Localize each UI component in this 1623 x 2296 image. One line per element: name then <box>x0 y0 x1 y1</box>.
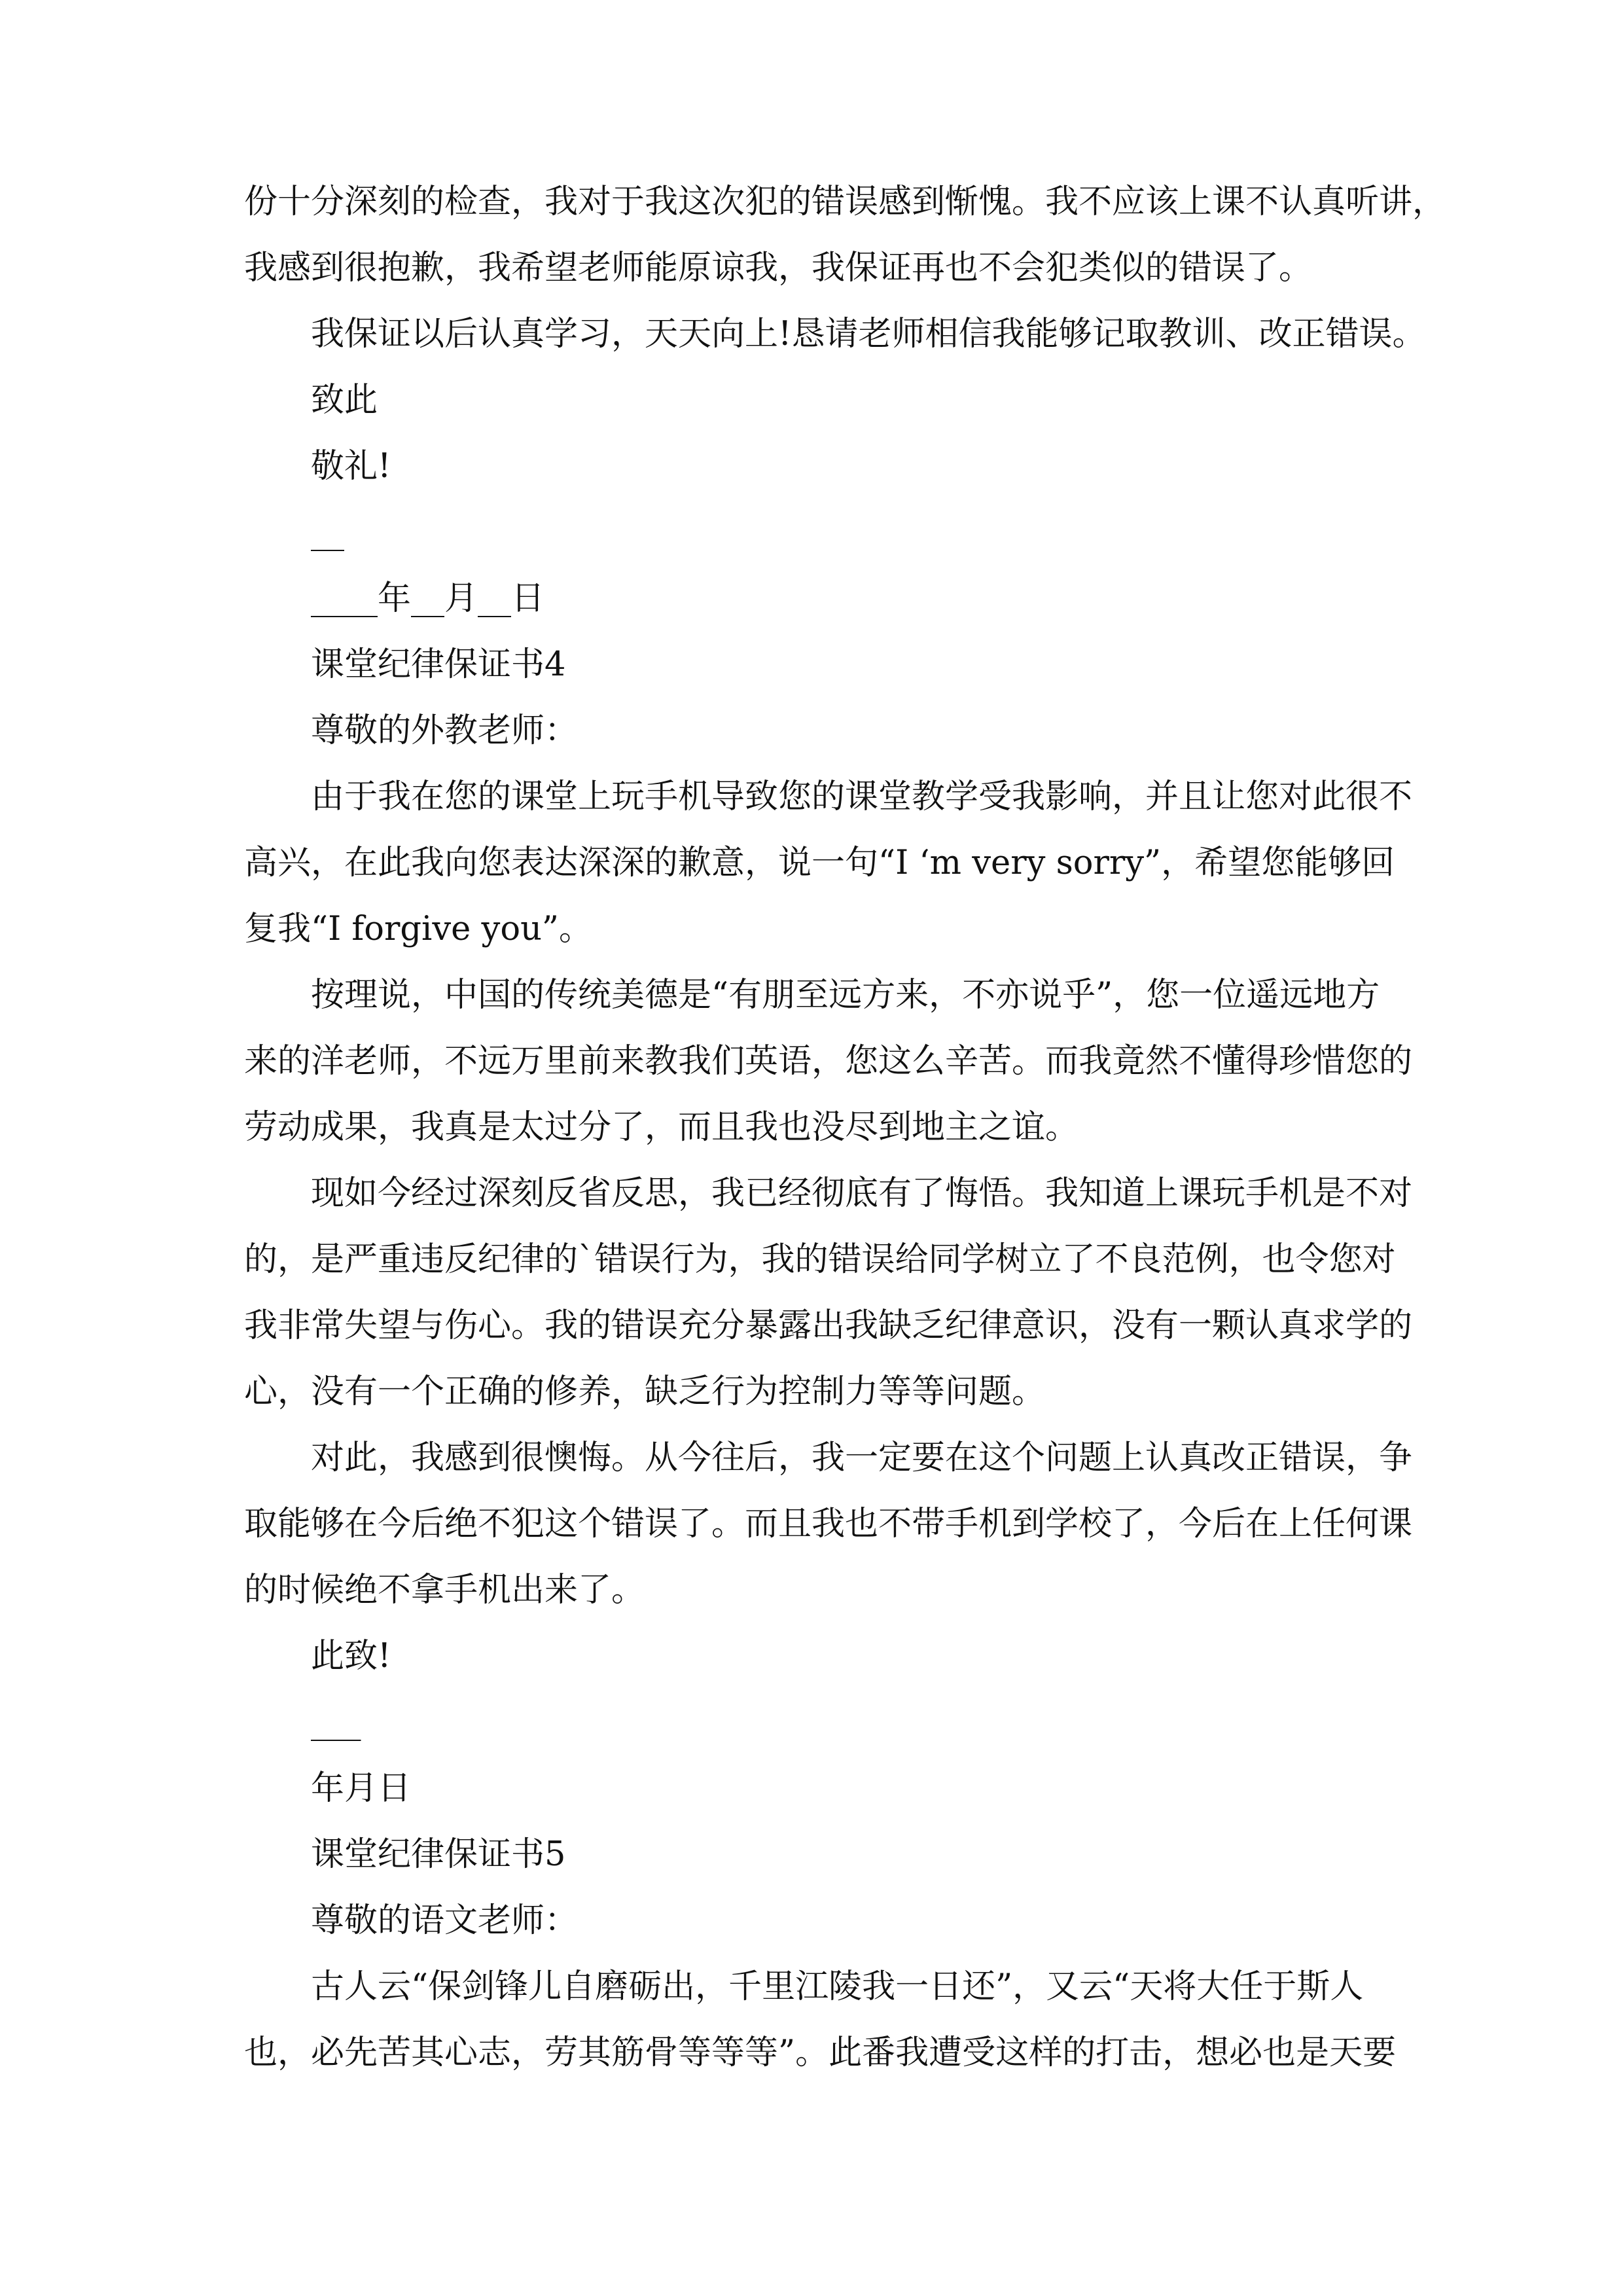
paragraph-ancient-saying <box>244 1954 1397 2086</box>
text-line: 复我“I forgive you”。 <box>244 910 592 948</box>
text-line: ___ <box>311 1703 361 1742</box>
text-line: 按理说，中国的传统美德是“有朋至远方来，不亦说乎”，您一位遥远地方 <box>311 976 1380 1014</box>
text-line: 由于我在您的课堂上玩手机导致您的课堂教学受我影响，并且让您对此很不 <box>311 778 1413 816</box>
paragraph-reflection <box>244 1160 1413 1425</box>
signature-blank <box>244 499 1380 565</box>
paragraph-promise <box>244 301 1426 367</box>
salutation-foreign-teacher <box>244 698 1380 764</box>
text-line: 份十分深刻的检查，我对于我这次犯的错误感到惭愧。我不应该上课不认真听讲， <box>244 183 1446 221</box>
text-line: 对此，我感到很懊悔。从今往后，我一定要在这个问题上认真改正错误，争 <box>311 1439 1413 1477</box>
paragraph-regret <box>244 1425 1413 1623</box>
date-line-2 <box>244 1755 1380 1821</box>
text-line: 现如今经过深刻反省反思，我已经彻底有了悔悟。我知道上课玩手机是不对 <box>311 1174 1413 1213</box>
section-title-5 <box>244 1821 1380 1888</box>
section-heading: 课堂纪律保证书5 <box>311 1835 566 1874</box>
text-line: 心，没有一个正确的修养，缺乏行为控制力等等问题。 <box>244 1372 1046 1411</box>
closing-salute <box>244 433 1380 499</box>
document-body <box>244 169 1446 2086</box>
text-line: 尊敬的语文老师： <box>311 1901 579 1940</box>
text-line: 此致! <box>311 1637 391 1676</box>
paragraph-tradition <box>244 962 1413 1160</box>
paragraph-phone-apology <box>244 764 1413 962</box>
closing-greeting <box>244 367 1380 433</box>
text-line: 尊敬的外教老师： <box>311 711 579 750</box>
text-line: 我非常失望与伤心。我的错误充分暴露出我缺乏纪律意识，没有一颗认真求学的 <box>244 1306 1413 1345</box>
text-line: 也，必先苦其心志，劳其筋骨等等等”。此番我遭受这样的打击，想必也是天要 <box>244 2034 1397 2072</box>
text-line: 致此 <box>311 381 378 420</box>
text-line: 高兴，在此我向您表达深深的歉意，说一句“I ‘m very sorry”，希望您能够回 <box>244 844 1395 882</box>
text-line: 的，是严重违反纪律的`错误行为，我的错误给同学树立了不良范例，也令您对 <box>244 1240 1396 1279</box>
text-line: __ <box>311 513 344 552</box>
closing-regards <box>244 1623 1380 1689</box>
text-line: 古人云“保剑锋儿自磨砺出，千里江陵我一日还”，又云“天将大任于斯人 <box>311 1967 1364 2006</box>
text-line: 来的洋老师，不远万里前来教我们英语，您这么辛苦。而我竟然不懂得珍惜您的 <box>244 1042 1413 1081</box>
text-line: 年月日 <box>311 1769 412 1808</box>
text-line: 敬礼! <box>311 447 391 486</box>
text-line: 我感到很抱歉，我希望老师能原谅我，我保证再也不会犯类似的错误了。 <box>244 249 1313 287</box>
text-line: ____年__月__日 <box>311 579 545 618</box>
text-line: 我保证以后认真学习，天天向上!恳请老师相信我能够记取教训、改正错误。 <box>311 315 1426 353</box>
signature-blank-2 <box>244 1689 1380 1755</box>
text-line: 劳动成果，我真是太过分了，而且我也没尽到地主之谊。 <box>244 1108 1079 1147</box>
paragraph-apology-continuation <box>244 169 1446 301</box>
date-blank <box>244 565 1380 632</box>
section-title-4 <box>244 632 1380 698</box>
section-heading: 课堂纪律保证书4 <box>311 645 566 684</box>
text-line: 的时候绝不拿手机出来了。 <box>244 1571 645 1609</box>
salutation-chinese-teacher <box>244 1888 1380 1954</box>
text-line: 取能够在今后绝不犯这个错误了。而且我也不带手机到学校了，今后在上任何课 <box>244 1505 1413 1543</box>
